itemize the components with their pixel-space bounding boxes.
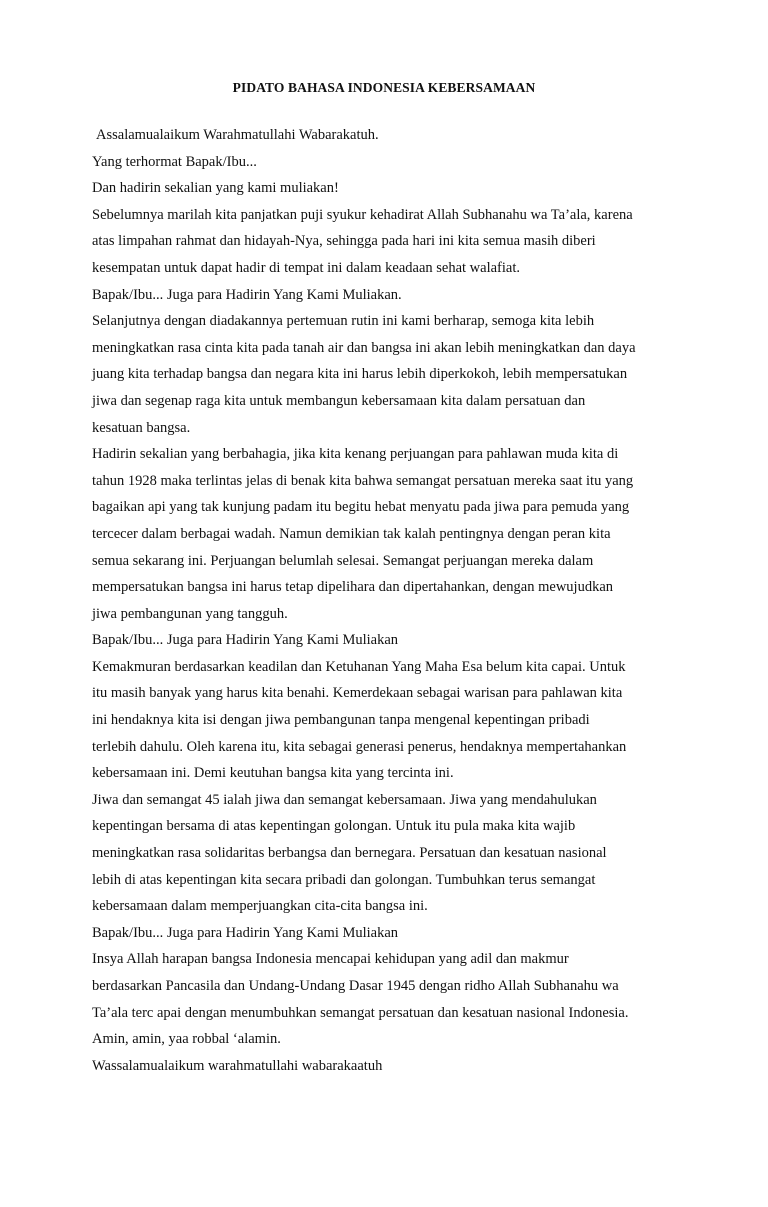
text-line: Bapak/Ibu... Juga para Hadirin Yang Kami Muliakan	[92, 632, 399, 649]
text-line: Ta’ala terc apai dengan menumbuhkan semangat persatuan dan kesatuan nasional Indonesia.	[92, 1004, 629, 1021]
text-line: Sebelumnya marilah kita panjatkan puji syukur kehadirat Allah Subhanahu wa Ta’ala, karena	[92, 206, 633, 223]
text-line: bagaikan api yang tak kunjung padam itu begitu hebat menyatu pada jiwa para pemuda yang	[92, 499, 630, 516]
text-line: kepentingan bersama di atas kepentingan golongan. Untuk itu pula maka kita wajib	[92, 818, 576, 835]
text-line: jiwa dan segenap raga kita untuk membangun kebersamaan kita dalam persatuan dan	[92, 392, 586, 409]
text-line: Bapak/Ibu... Juga para Hadirin Yang Kami Muliakan	[92, 924, 399, 941]
text-line: Insya Allah harapan bangsa Indonesia mencapai kehidupan yang adil dan makmur	[92, 951, 569, 968]
text-line: kebersamaan dalam memperjuangkan cita-cita bangsa ini.	[92, 898, 428, 915]
text-line: Kemakmuran berdasarkan keadilan dan Ketuhanan Yang Maha Esa belum kita capai. Untuk	[92, 658, 626, 675]
text-line: tahun 1928 maka terlintas jelas di benak kita bahwa semangat persatuan mereka saat itu yang	[92, 472, 634, 489]
text-line: Amin, amin, yaa robbal ‘alamin.	[92, 1031, 281, 1048]
page-title: PIDATO BAHASA INDONESIA KEBERSAMAAN	[232, 80, 536, 95]
text-line: meningkatkan rasa cinta kita pada tanah air dan bangsa ini akan lebih meningkatkan dan daya	[92, 339, 636, 356]
speech-body	[92, 122, 682, 1079]
text-line: Selanjutnya dengan diadakannya pertemuan rutin ini kami berharap, semoga kita lebih	[92, 313, 595, 330]
text-line: Wassalamualaikum warahmatullahi wabarakaatuh	[92, 1057, 383, 1074]
text-line: juang kita terhadap bangsa dan negara kita ini harus lebih diperkokoh, lebih mempersatukan	[92, 366, 628, 383]
text-line: berdasarkan Pancasila dan Undang-Undang Dasar 1945 dengan ridho Allah Subhanahu wa	[92, 978, 619, 994]
text-line: Bapak/Ibu... Juga para Hadirin Yang Kami Muliakan.	[92, 286, 402, 303]
text-line: itu masih banyak yang harus kita benahi. Kemerdekaan sebagai warisan para pahlawan kita	[92, 685, 623, 702]
text-line: Hadirin sekalian yang berbahagia, jika kita kenang perjuangan para pahlawan muda kita di	[92, 446, 619, 463]
text-line: terlebih dahulu. Oleh karena itu, kita sebagai generasi penerus, hendaknya mempertahankan	[92, 738, 627, 755]
text-line: ini hendaknya kita isi dengan jiwa pembangunan tanpa mengenal kepentingan pribadi	[92, 712, 590, 729]
text-line: kesempatan untuk dapat hadir di tempat ini dalam keadaan sehat walafiat.	[92, 259, 520, 276]
text-line: Yang terhormat Bapak/Ibu...	[92, 153, 257, 170]
text-line: meningkatkan rasa solidaritas berbangsa dan bernegara. Persatuan dan kesatuan nasional	[92, 845, 607, 862]
text-line: tercecer dalam berbagai wadah. Namun demikian tak kalah pentingnya dengan peran kita	[92, 525, 611, 542]
text-line: semua sekarang ini. Perjuangan belumlah selesai. Semangat perjuangan mereka dalam	[92, 552, 594, 569]
text-line: Jiwa dan semangat 45 ialah jiwa dan semangat kebersamaan. Jiwa yang mendahulukan	[92, 791, 597, 808]
text-line: atas limpahan rahmat dan hidayah-Nya, sehingga pada hari ini kita semua masih diberi	[92, 233, 596, 250]
text-line: lebih di atas kepentingan kita secara pribadi dan golongan. Tumbuhkan terus semangat	[92, 871, 596, 888]
text-line: kebersamaan ini. Demi keutuhan bangsa kita yang tercinta ini.	[92, 765, 454, 782]
text-line: kesatuan bangsa.	[92, 419, 191, 436]
text-line: jiwa pembangunan yang tangguh.	[92, 605, 288, 622]
greeting-line: Assalamualaikum Warahmatullahi Wabarakatuh.	[96, 127, 379, 143]
text-line: mempersatukan bangsa ini harus tetap dipelihara dan dipertahankan, dengan mewujudkan	[92, 579, 614, 596]
text-line: Dan hadirin sekalian yang kami muliakan!	[92, 180, 339, 197]
